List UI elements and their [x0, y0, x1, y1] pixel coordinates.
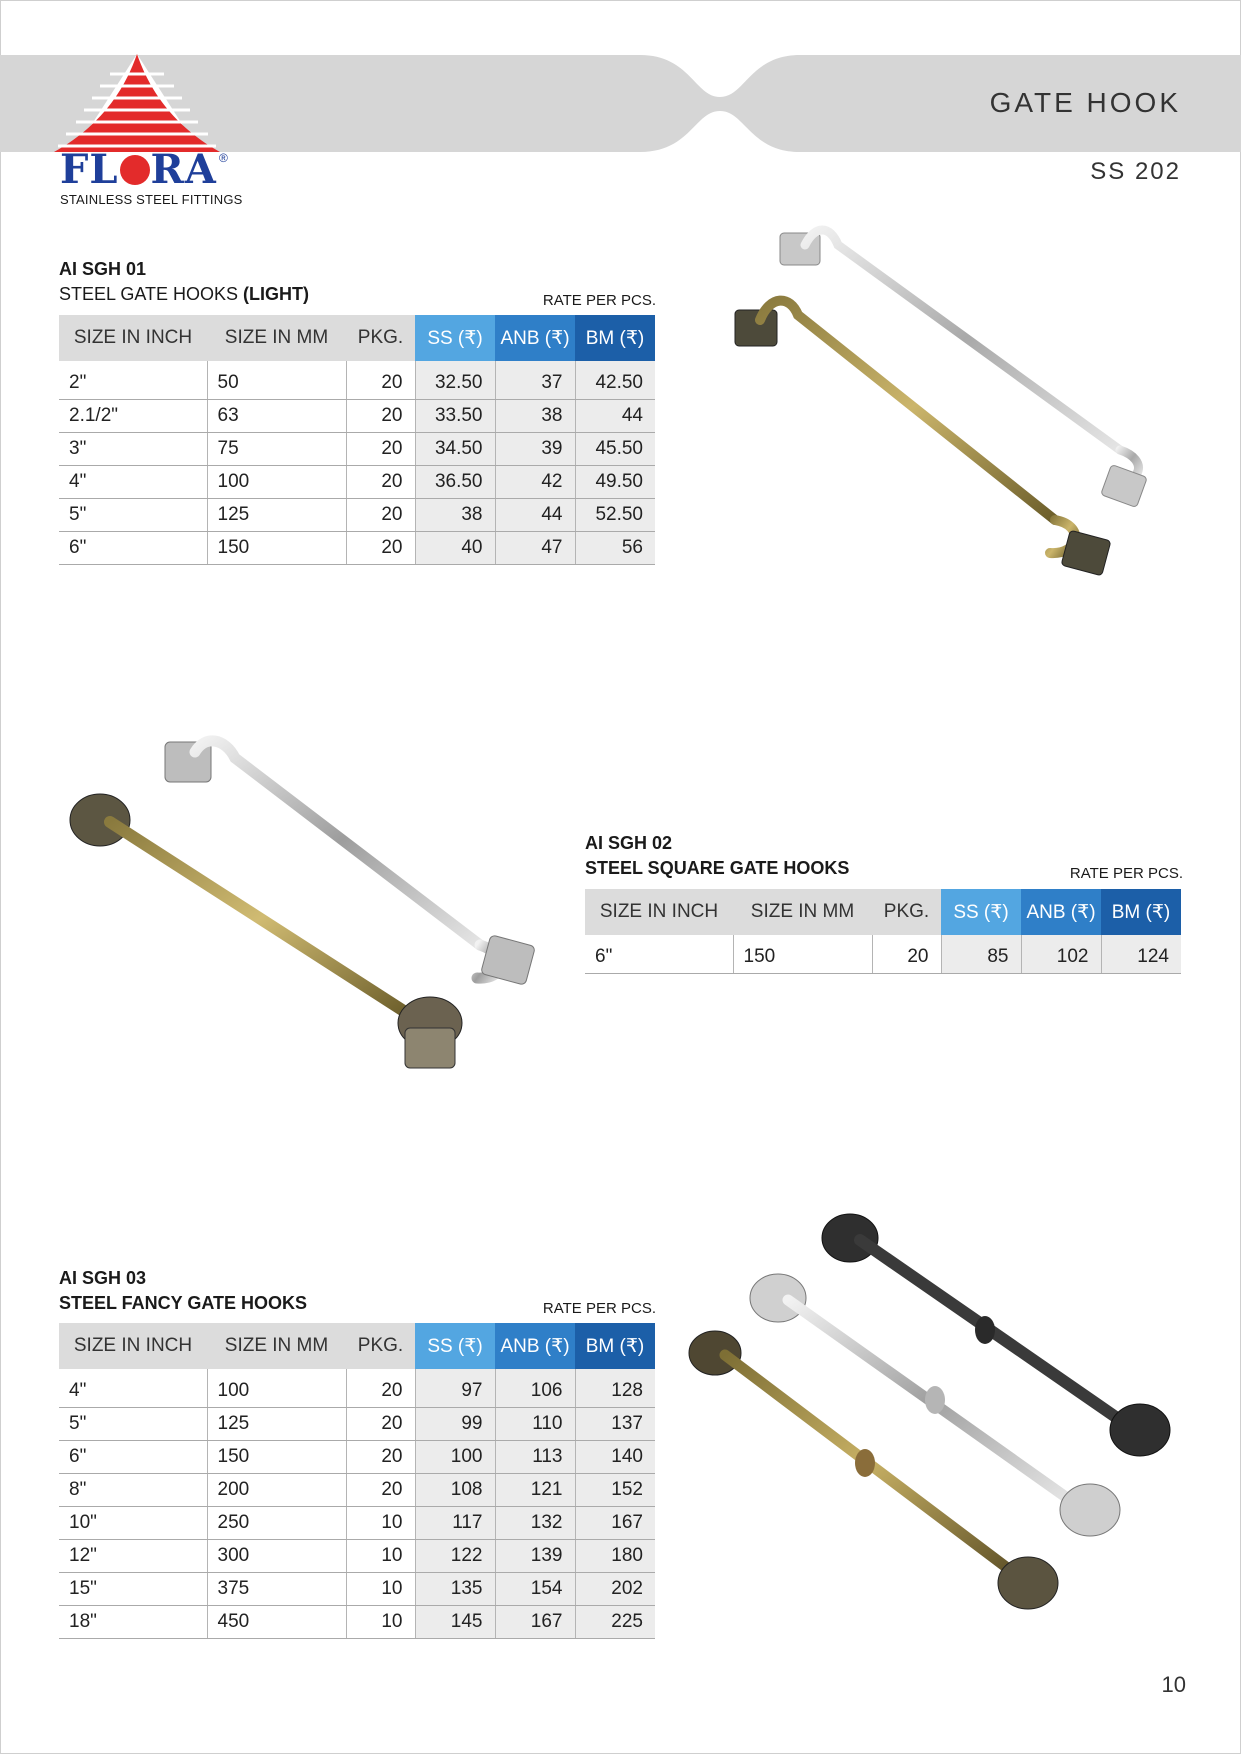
section-name-regular: STEEL GATE HOOKS	[59, 284, 244, 304]
cell-pkg: 10	[346, 1540, 415, 1573]
brand-name-left: FL	[60, 146, 119, 193]
cell-anb-price: 38	[495, 400, 575, 433]
cell-size-in-mm: 75	[207, 433, 346, 466]
column-header-bm-price: BM (₹)	[575, 1323, 655, 1369]
cell-anb-price: 42	[495, 466, 575, 499]
section-code: AI SGH 03	[59, 1268, 147, 1288]
cell-size-in-inch: 3"	[59, 433, 207, 466]
brand-wordmark	[60, 146, 217, 193]
cell-anb-price: 102	[1021, 935, 1101, 974]
cell-anb-price: 106	[495, 1369, 575, 1408]
column-header-bm-price: BM (₹)	[1101, 889, 1181, 935]
cell-ss-price: 34.50	[415, 433, 495, 466]
cell-ss-price: 100	[415, 1441, 495, 1474]
column-header-size-in-mm: SIZE IN MM	[207, 1323, 346, 1369]
cell-ss-price: 40	[415, 532, 495, 565]
cell-bm-price: 42.50	[575, 361, 655, 400]
cell-size-in-inch: 6"	[59, 1441, 207, 1474]
cell-pkg: 10	[346, 1606, 415, 1639]
column-header-bm-price: BM (₹)	[575, 315, 655, 361]
rate-note: RATE PER PCS.	[542, 1300, 656, 1317]
cell-size-in-inch: 15"	[59, 1573, 207, 1606]
page-code: SS 202	[1090, 158, 1181, 185]
cell-ss-price: 135	[415, 1573, 495, 1606]
cell-pkg: 20	[346, 532, 415, 565]
cell-ss-price: 38	[415, 499, 495, 532]
table-row	[59, 361, 655, 400]
table-row	[59, 532, 655, 565]
rate-note: RATE PER PCS.	[542, 292, 656, 309]
cell-bm-price: 49.50	[575, 466, 655, 499]
table-row	[59, 1606, 655, 1639]
cell-pkg: 20	[346, 1369, 415, 1408]
cell-ss-price: 117	[415, 1507, 495, 1540]
table-row	[59, 1441, 655, 1474]
cell-bm-price: 140	[575, 1441, 655, 1474]
column-header-size-in-mm: SIZE IN MM	[733, 889, 872, 935]
cell-size-in-inch: 8"	[59, 1474, 207, 1507]
cell-pkg: 20	[346, 1441, 415, 1474]
table-header-row	[59, 1323, 655, 1369]
cell-anb-price: 121	[495, 1474, 575, 1507]
cell-bm-price: 124	[1101, 935, 1181, 974]
page-number: 10	[1161, 1672, 1186, 1697]
column-header-ss-price: SS (₹)	[415, 1323, 495, 1369]
cell-anb-price: 139	[495, 1540, 575, 1573]
cell-size-in-inch: 4"	[59, 1369, 207, 1408]
cell-bm-price: 152	[575, 1474, 655, 1507]
cell-anb-price: 47	[495, 532, 575, 565]
cell-size-in-mm: 450	[207, 1606, 346, 1639]
cell-size-in-inch: 10"	[59, 1507, 207, 1540]
price-table-sgh03	[59, 1323, 655, 1639]
cell-size-in-mm: 100	[207, 466, 346, 499]
table-row	[585, 935, 1181, 974]
section-name-bold: (LIGHT)	[243, 284, 310, 304]
cell-bm-price: 202	[575, 1573, 655, 1606]
cell-ss-price: 32.50	[415, 361, 495, 400]
section-code: AI SGH 01	[59, 259, 147, 279]
cell-anb-price: 154	[495, 1573, 575, 1606]
table-header-row	[59, 315, 655, 361]
cell-anb-price: 113	[495, 1441, 575, 1474]
cell-bm-price: 52.50	[575, 499, 655, 532]
cell-size-in-mm: 250	[207, 1507, 346, 1540]
cell-size-in-inch: 2.1/2"	[59, 400, 207, 433]
cell-pkg: 20	[346, 433, 415, 466]
column-header-pkg: PKG.	[872, 889, 941, 935]
cell-size-in-mm: 50	[207, 361, 346, 400]
table-row	[59, 433, 655, 466]
column-header-ss-price: SS (₹)	[941, 889, 1021, 935]
cell-ss-price: 108	[415, 1474, 495, 1507]
gate-hook-light-photo	[720, 215, 1180, 595]
cell-pkg: 20	[346, 1408, 415, 1441]
table-row	[59, 400, 655, 433]
table-header-row	[585, 889, 1181, 935]
price-table-sgh02	[585, 889, 1181, 974]
gate-hook-fancy-photo	[675, 1205, 1185, 1625]
brand-tagline: STAINLESS STEEL FITTINGS	[60, 192, 243, 207]
cell-bm-price: 167	[575, 1507, 655, 1540]
cell-size-in-mm: 100	[207, 1369, 346, 1408]
cell-anb-price: 37	[495, 361, 575, 400]
cell-pkg: 20	[872, 935, 941, 974]
table-row	[59, 1573, 655, 1606]
cell-size-in-mm: 300	[207, 1540, 346, 1573]
rate-note: RATE PER PCS.	[1069, 865, 1183, 882]
page-title: GATE HOOK	[989, 87, 1181, 118]
cell-pkg: 10	[346, 1507, 415, 1540]
cell-ss-price: 36.50	[415, 466, 495, 499]
column-header-size-in-mm: SIZE IN MM	[207, 315, 346, 361]
cell-size-in-mm: 200	[207, 1474, 346, 1507]
table-row	[59, 499, 655, 532]
cell-anb-price: 132	[495, 1507, 575, 1540]
section-name: STEEL FANCY GATE HOOKS	[59, 1293, 308, 1313]
cell-size-in-mm: 125	[207, 1408, 346, 1441]
column-header-anb-price: ANB (₹)	[1021, 889, 1101, 935]
cell-ss-price: 33.50	[415, 400, 495, 433]
cell-bm-price: 44	[575, 400, 655, 433]
cell-bm-price: 137	[575, 1408, 655, 1441]
cell-pkg: 20	[346, 1474, 415, 1507]
column-header-anb-price: ANB (₹)	[495, 315, 575, 361]
section-name	[59, 284, 309, 305]
cell-ss-price: 85	[941, 935, 1021, 974]
brand-o-dot-icon	[120, 155, 150, 185]
table-row	[59, 1540, 655, 1573]
table-row	[59, 1408, 655, 1441]
cell-anb-price: 44	[495, 499, 575, 532]
cell-anb-price: 110	[495, 1408, 575, 1441]
table-row	[59, 1369, 655, 1408]
registered-mark: ®	[219, 151, 228, 165]
cell-size-in-inch: 6"	[585, 935, 733, 974]
column-header-pkg: PKG.	[346, 1323, 415, 1369]
cell-size-in-inch: 18"	[59, 1606, 207, 1639]
price-table-sgh01	[59, 315, 655, 565]
section-code: AI SGH 02	[585, 833, 673, 853]
cell-size-in-inch: 2"	[59, 361, 207, 400]
cell-bm-price: 45.50	[575, 433, 655, 466]
table-row	[59, 466, 655, 499]
cell-size-in-mm: 150	[207, 532, 346, 565]
cell-size-in-mm: 125	[207, 499, 346, 532]
cell-bm-price: 225	[575, 1606, 655, 1639]
cell-size-in-inch: 6"	[59, 532, 207, 565]
column-header-size-in-inch: SIZE IN INCH	[585, 889, 733, 935]
cell-bm-price: 128	[575, 1369, 655, 1408]
cell-size-in-inch: 12"	[59, 1540, 207, 1573]
cell-bm-price: 180	[575, 1540, 655, 1573]
cell-ss-price: 99	[415, 1408, 495, 1441]
cell-size-in-mm: 150	[733, 935, 872, 974]
cell-pkg: 20	[346, 466, 415, 499]
cell-pkg: 20	[346, 499, 415, 532]
cell-size-in-mm: 150	[207, 1441, 346, 1474]
cell-pkg: 20	[346, 400, 415, 433]
cell-size-in-inch: 5"	[59, 1408, 207, 1441]
column-header-size-in-inch: SIZE IN INCH	[59, 315, 207, 361]
column-header-size-in-inch: SIZE IN INCH	[59, 1323, 207, 1369]
cell-anb-price: 39	[495, 433, 575, 466]
table-row	[59, 1474, 655, 1507]
table-row	[59, 1507, 655, 1540]
cell-ss-price: 145	[415, 1606, 495, 1639]
gate-hook-square-photo	[65, 730, 555, 1080]
cell-ss-price: 97	[415, 1369, 495, 1408]
cell-size-in-mm: 63	[207, 400, 346, 433]
column-header-anb-price: ANB (₹)	[495, 1323, 575, 1369]
cell-ss-price: 122	[415, 1540, 495, 1573]
cell-pkg: 20	[346, 361, 415, 400]
column-header-ss-price: SS (₹)	[415, 315, 495, 361]
cell-anb-price: 167	[495, 1606, 575, 1639]
section-name: STEEL SQUARE GATE HOOKS	[585, 858, 850, 878]
brand-name-right: RA	[150, 146, 217, 193]
cell-bm-price: 56	[575, 532, 655, 565]
cell-size-in-inch: 5"	[59, 499, 207, 532]
column-header-pkg: PKG.	[346, 315, 415, 361]
cell-pkg: 10	[346, 1573, 415, 1606]
cell-size-in-mm: 375	[207, 1573, 346, 1606]
cell-size-in-inch: 4"	[59, 466, 207, 499]
